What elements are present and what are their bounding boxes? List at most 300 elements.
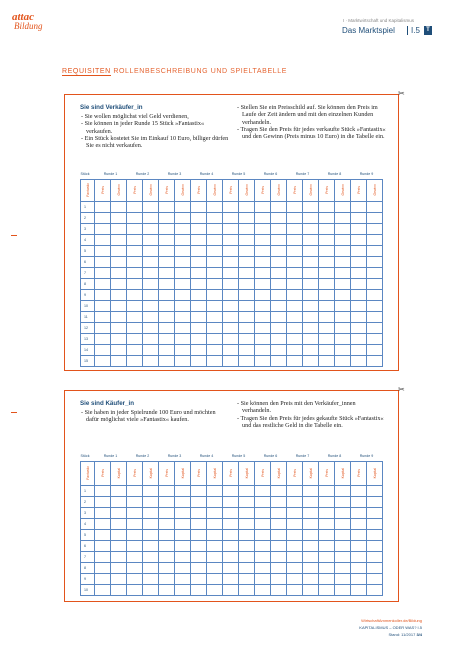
table-cell[interactable] — [255, 562, 271, 573]
table-cell[interactable] — [239, 256, 255, 267]
table-cell[interactable] — [127, 562, 143, 573]
table-cell[interactable] — [287, 234, 303, 245]
table-cell[interactable] — [95, 212, 111, 223]
table-cell[interactable] — [223, 344, 239, 355]
table-cell[interactable] — [175, 529, 191, 540]
table-cell[interactable] — [127, 584, 143, 595]
table-cell[interactable] — [367, 344, 383, 355]
table-cell[interactable] — [207, 529, 223, 540]
table-cell[interactable] — [191, 355, 207, 366]
table-cell[interactable] — [351, 256, 367, 267]
table-cell[interactable] — [127, 311, 143, 322]
table-cell[interactable] — [127, 256, 143, 267]
table-cell[interactable] — [127, 485, 143, 496]
table-cell[interactable] — [335, 529, 351, 540]
table-cell[interactable] — [255, 267, 271, 278]
table-cell[interactable] — [143, 256, 159, 267]
table-cell[interactable] — [223, 278, 239, 289]
table-cell[interactable] — [95, 529, 111, 540]
table-cell[interactable] — [367, 201, 383, 212]
table-cell[interactable] — [159, 518, 175, 529]
table-cell[interactable] — [127, 518, 143, 529]
table-cell[interactable] — [303, 289, 319, 300]
table-cell[interactable] — [239, 278, 255, 289]
table-cell[interactable] — [319, 551, 335, 562]
table-cell[interactable] — [367, 573, 383, 584]
table-cell[interactable] — [159, 529, 175, 540]
table-cell[interactable] — [159, 201, 175, 212]
table-cell[interactable] — [207, 355, 223, 366]
table-cell[interactable] — [319, 485, 335, 496]
table-cell[interactable] — [95, 344, 111, 355]
table-cell[interactable] — [143, 212, 159, 223]
table-cell[interactable] — [351, 344, 367, 355]
table-cell[interactable] — [143, 584, 159, 595]
table-cell[interactable] — [95, 267, 111, 278]
table-cell[interactable] — [95, 234, 111, 245]
table-cell[interactable] — [319, 311, 335, 322]
table-cell[interactable] — [175, 540, 191, 551]
table-cell[interactable] — [239, 551, 255, 562]
table-cell[interactable] — [351, 201, 367, 212]
table-cell[interactable] — [143, 540, 159, 551]
table-cell[interactable] — [239, 267, 255, 278]
table-cell[interactable] — [143, 322, 159, 333]
table-cell[interactable] — [303, 256, 319, 267]
table-cell[interactable] — [351, 234, 367, 245]
table-cell[interactable] — [207, 278, 223, 289]
table-cell[interactable] — [111, 485, 127, 496]
table-cell[interactable] — [191, 562, 207, 573]
table-cell[interactable] — [111, 201, 127, 212]
table-cell[interactable] — [303, 562, 319, 573]
table-cell[interactable] — [351, 333, 367, 344]
table-cell[interactable] — [367, 518, 383, 529]
table-cell[interactable] — [367, 540, 383, 551]
table-cell[interactable] — [143, 245, 159, 256]
table-cell[interactable] — [287, 311, 303, 322]
table-cell[interactable] — [239, 333, 255, 344]
table-cell[interactable] — [207, 311, 223, 322]
table-cell[interactable] — [319, 300, 335, 311]
table-cell[interactable] — [287, 212, 303, 223]
table-cell[interactable] — [95, 245, 111, 256]
table-cell[interactable] — [95, 496, 111, 507]
table-cell[interactable] — [191, 333, 207, 344]
table-cell[interactable] — [271, 540, 287, 551]
table-cell[interactable] — [111, 518, 127, 529]
table-cell[interactable] — [255, 584, 271, 595]
table-cell[interactable] — [159, 485, 175, 496]
table-cell[interactable] — [335, 256, 351, 267]
table-cell[interactable] — [191, 344, 207, 355]
table-cell[interactable] — [207, 322, 223, 333]
table-cell[interactable] — [111, 322, 127, 333]
table-cell[interactable] — [255, 518, 271, 529]
table-cell[interactable] — [255, 322, 271, 333]
table-cell[interactable] — [351, 267, 367, 278]
table-cell[interactable] — [239, 212, 255, 223]
table-cell[interactable] — [143, 507, 159, 518]
table-cell[interactable] — [303, 551, 319, 562]
table-cell[interactable] — [271, 529, 287, 540]
table-cell[interactable] — [127, 551, 143, 562]
table-cell[interactable] — [271, 212, 287, 223]
table-cell[interactable] — [287, 485, 303, 496]
table-cell[interactable] — [127, 278, 143, 289]
table-cell[interactable] — [143, 573, 159, 584]
table-cell[interactable] — [255, 485, 271, 496]
table-cell[interactable] — [159, 333, 175, 344]
table-cell[interactable] — [239, 322, 255, 333]
table-cell[interactable] — [111, 256, 127, 267]
table-cell[interactable] — [127, 245, 143, 256]
table-cell[interactable] — [335, 289, 351, 300]
table-cell[interactable] — [255, 333, 271, 344]
table-cell[interactable] — [351, 540, 367, 551]
table-cell[interactable] — [255, 355, 271, 366]
table-cell[interactable] — [351, 223, 367, 234]
table-cell[interactable] — [223, 289, 239, 300]
table-cell[interactable] — [239, 485, 255, 496]
table-cell[interactable] — [207, 223, 223, 234]
table-cell[interactable] — [207, 333, 223, 344]
table-cell[interactable] — [319, 507, 335, 518]
table-cell[interactable] — [191, 485, 207, 496]
table-cell[interactable] — [175, 333, 191, 344]
table-cell[interactable] — [191, 289, 207, 300]
table-cell[interactable] — [223, 551, 239, 562]
table-cell[interactable] — [95, 256, 111, 267]
table-cell[interactable] — [335, 518, 351, 529]
table-cell[interactable] — [351, 322, 367, 333]
table-cell[interactable] — [143, 333, 159, 344]
table-cell[interactable] — [303, 201, 319, 212]
table-cell[interactable] — [367, 300, 383, 311]
table-cell[interactable] — [191, 540, 207, 551]
table-cell[interactable] — [271, 562, 287, 573]
table-cell[interactable] — [319, 573, 335, 584]
table-cell[interactable] — [143, 551, 159, 562]
table-cell[interactable] — [303, 485, 319, 496]
table-cell[interactable] — [319, 333, 335, 344]
table-cell[interactable] — [239, 507, 255, 518]
table-cell[interactable] — [303, 322, 319, 333]
table-cell[interactable] — [159, 223, 175, 234]
table-cell[interactable] — [351, 300, 367, 311]
table-cell[interactable] — [127, 573, 143, 584]
table-cell[interactable] — [319, 562, 335, 573]
table-cell[interactable] — [159, 289, 175, 300]
table-cell[interactable] — [367, 212, 383, 223]
table-cell[interactable] — [191, 278, 207, 289]
table-cell[interactable] — [223, 518, 239, 529]
table-cell[interactable] — [287, 529, 303, 540]
table-cell[interactable] — [239, 201, 255, 212]
table-cell[interactable] — [127, 344, 143, 355]
table-cell[interactable] — [335, 267, 351, 278]
table-cell[interactable] — [287, 245, 303, 256]
table-cell[interactable] — [271, 551, 287, 562]
table-cell[interactable] — [319, 289, 335, 300]
table-cell[interactable] — [287, 562, 303, 573]
table-cell[interactable] — [127, 507, 143, 518]
table-cell[interactable] — [111, 278, 127, 289]
table-cell[interactable] — [255, 223, 271, 234]
table-cell[interactable] — [303, 355, 319, 366]
table-cell[interactable] — [191, 245, 207, 256]
table-cell[interactable] — [303, 518, 319, 529]
table-cell[interactable] — [255, 311, 271, 322]
table-cell[interactable] — [207, 496, 223, 507]
table-cell[interactable] — [223, 529, 239, 540]
table-cell[interactable] — [271, 289, 287, 300]
table-cell[interactable] — [335, 201, 351, 212]
table-cell[interactable] — [175, 245, 191, 256]
table-cell[interactable] — [175, 278, 191, 289]
table-cell[interactable] — [303, 507, 319, 518]
table-cell[interactable] — [319, 223, 335, 234]
table-cell[interactable] — [239, 300, 255, 311]
table-cell[interactable] — [239, 344, 255, 355]
table-cell[interactable] — [303, 300, 319, 311]
table-cell[interactable] — [367, 278, 383, 289]
table-cell[interactable] — [367, 223, 383, 234]
table-cell[interactable] — [239, 562, 255, 573]
table-cell[interactable] — [159, 322, 175, 333]
table-cell[interactable] — [175, 322, 191, 333]
table-cell[interactable] — [367, 289, 383, 300]
table-cell[interactable] — [255, 507, 271, 518]
table-cell[interactable] — [367, 551, 383, 562]
table-cell[interactable] — [287, 333, 303, 344]
table-cell[interactable] — [143, 289, 159, 300]
table-cell[interactable] — [287, 551, 303, 562]
table-cell[interactable] — [175, 562, 191, 573]
table-cell[interactable] — [223, 573, 239, 584]
table-cell[interactable] — [175, 551, 191, 562]
table-cell[interactable] — [351, 562, 367, 573]
table-cell[interactable] — [239, 573, 255, 584]
table-cell[interactable] — [223, 201, 239, 212]
table-cell[interactable] — [351, 496, 367, 507]
table-cell[interactable] — [159, 496, 175, 507]
table-cell[interactable] — [367, 355, 383, 366]
table-cell[interactable] — [175, 584, 191, 595]
table-cell[interactable] — [191, 223, 207, 234]
table-cell[interactable] — [95, 540, 111, 551]
table-cell[interactable] — [159, 573, 175, 584]
table-cell[interactable] — [287, 573, 303, 584]
table-cell[interactable] — [191, 234, 207, 245]
table-cell[interactable] — [143, 355, 159, 366]
table-cell[interactable] — [351, 245, 367, 256]
table-cell[interactable] — [303, 573, 319, 584]
table-cell[interactable] — [175, 344, 191, 355]
table-cell[interactable] — [335, 355, 351, 366]
table-cell[interactable] — [111, 562, 127, 573]
table-cell[interactable] — [143, 234, 159, 245]
table-cell[interactable] — [255, 256, 271, 267]
table-cell[interactable] — [111, 245, 127, 256]
table-cell[interactable] — [351, 289, 367, 300]
table-cell[interactable] — [191, 529, 207, 540]
table-cell[interactable] — [255, 551, 271, 562]
table-cell[interactable] — [159, 278, 175, 289]
table-cell[interactable] — [271, 344, 287, 355]
table-cell[interactable] — [319, 518, 335, 529]
table-cell[interactable] — [95, 355, 111, 366]
table-cell[interactable] — [287, 584, 303, 595]
table-cell[interactable] — [271, 300, 287, 311]
table-cell[interactable] — [335, 584, 351, 595]
table-cell[interactable] — [111, 234, 127, 245]
table-cell[interactable] — [127, 322, 143, 333]
table-cell[interactable] — [335, 223, 351, 234]
table-cell[interactable] — [207, 518, 223, 529]
table-cell[interactable] — [175, 201, 191, 212]
table-cell[interactable] — [335, 234, 351, 245]
table-cell[interactable] — [127, 223, 143, 234]
table-cell[interactable] — [287, 518, 303, 529]
table-cell[interactable] — [127, 496, 143, 507]
table-cell[interactable] — [335, 344, 351, 355]
table-cell[interactable] — [223, 267, 239, 278]
table-cell[interactable] — [255, 278, 271, 289]
table-cell[interactable] — [143, 311, 159, 322]
table-cell[interactable] — [271, 518, 287, 529]
table-cell[interactable] — [95, 518, 111, 529]
table-cell[interactable] — [95, 311, 111, 322]
table-cell[interactable] — [207, 507, 223, 518]
table-cell[interactable] — [319, 245, 335, 256]
table-cell[interactable] — [111, 300, 127, 311]
table-cell[interactable] — [159, 355, 175, 366]
table-cell[interactable] — [367, 496, 383, 507]
table-cell[interactable] — [159, 562, 175, 573]
table-cell[interactable] — [207, 234, 223, 245]
table-cell[interactable] — [207, 245, 223, 256]
table-cell[interactable] — [95, 201, 111, 212]
table-cell[interactable] — [191, 300, 207, 311]
table-cell[interactable] — [255, 529, 271, 540]
table-cell[interactable] — [271, 234, 287, 245]
table-cell[interactable] — [191, 507, 207, 518]
table-cell[interactable] — [207, 289, 223, 300]
table-cell[interactable] — [271, 573, 287, 584]
table-cell[interactable] — [351, 573, 367, 584]
table-cell[interactable] — [351, 507, 367, 518]
table-cell[interactable] — [271, 256, 287, 267]
table-cell[interactable] — [239, 234, 255, 245]
table-cell[interactable] — [271, 496, 287, 507]
table-cell[interactable] — [335, 496, 351, 507]
table-cell[interactable] — [95, 300, 111, 311]
table-cell[interactable] — [159, 212, 175, 223]
table-cell[interactable] — [207, 212, 223, 223]
table-cell[interactable] — [143, 485, 159, 496]
table-cell[interactable] — [191, 267, 207, 278]
table-cell[interactable] — [111, 311, 127, 322]
table-cell[interactable] — [175, 234, 191, 245]
table-cell[interactable] — [335, 278, 351, 289]
table-cell[interactable] — [207, 256, 223, 267]
table-cell[interactable] — [367, 245, 383, 256]
table-cell[interactable] — [175, 518, 191, 529]
table-cell[interactable] — [335, 322, 351, 333]
table-cell[interactable] — [143, 529, 159, 540]
table-cell[interactable] — [127, 529, 143, 540]
table-cell[interactable] — [175, 311, 191, 322]
table-cell[interactable] — [287, 267, 303, 278]
table-cell[interactable] — [95, 551, 111, 562]
table-cell[interactable] — [223, 485, 239, 496]
table-cell[interactable] — [223, 584, 239, 595]
table-cell[interactable] — [207, 201, 223, 212]
table-cell[interactable] — [303, 529, 319, 540]
table-cell[interactable] — [111, 496, 127, 507]
table-cell[interactable] — [207, 551, 223, 562]
table-cell[interactable] — [287, 344, 303, 355]
table-cell[interactable] — [127, 201, 143, 212]
table-cell[interactable] — [319, 256, 335, 267]
table-cell[interactable] — [95, 322, 111, 333]
table-cell[interactable] — [191, 212, 207, 223]
table-cell[interactable] — [319, 529, 335, 540]
table-cell[interactable] — [207, 573, 223, 584]
table-cell[interactable] — [223, 234, 239, 245]
table-cell[interactable] — [367, 507, 383, 518]
table-cell[interactable] — [255, 201, 271, 212]
table-cell[interactable] — [287, 201, 303, 212]
table-cell[interactable] — [271, 333, 287, 344]
table-cell[interactable] — [111, 267, 127, 278]
table-cell[interactable] — [223, 507, 239, 518]
table-cell[interactable] — [351, 311, 367, 322]
table-cell[interactable] — [335, 300, 351, 311]
table-cell[interactable] — [175, 355, 191, 366]
table-cell[interactable] — [367, 234, 383, 245]
table-cell[interactable] — [111, 573, 127, 584]
table-cell[interactable] — [335, 573, 351, 584]
table-cell[interactable] — [143, 344, 159, 355]
table-cell[interactable] — [207, 540, 223, 551]
table-cell[interactable] — [255, 245, 271, 256]
table-cell[interactable] — [143, 278, 159, 289]
table-cell[interactable] — [223, 223, 239, 234]
table-cell[interactable] — [223, 311, 239, 322]
table-cell[interactable] — [367, 562, 383, 573]
table-cell[interactable] — [95, 485, 111, 496]
table-cell[interactable] — [335, 507, 351, 518]
table-cell[interactable] — [303, 212, 319, 223]
table-cell[interactable] — [351, 278, 367, 289]
table-cell[interactable] — [95, 289, 111, 300]
table-cell[interactable] — [367, 333, 383, 344]
table-cell[interactable] — [335, 212, 351, 223]
table-cell[interactable] — [239, 496, 255, 507]
table-cell[interactable] — [111, 212, 127, 223]
table-cell[interactable] — [335, 540, 351, 551]
table-cell[interactable] — [271, 507, 287, 518]
table-cell[interactable] — [255, 344, 271, 355]
table-cell[interactable] — [127, 333, 143, 344]
table-cell[interactable] — [287, 496, 303, 507]
table-cell[interactable] — [319, 540, 335, 551]
table-cell[interactable] — [127, 234, 143, 245]
table-cell[interactable] — [191, 551, 207, 562]
table-cell[interactable] — [175, 496, 191, 507]
